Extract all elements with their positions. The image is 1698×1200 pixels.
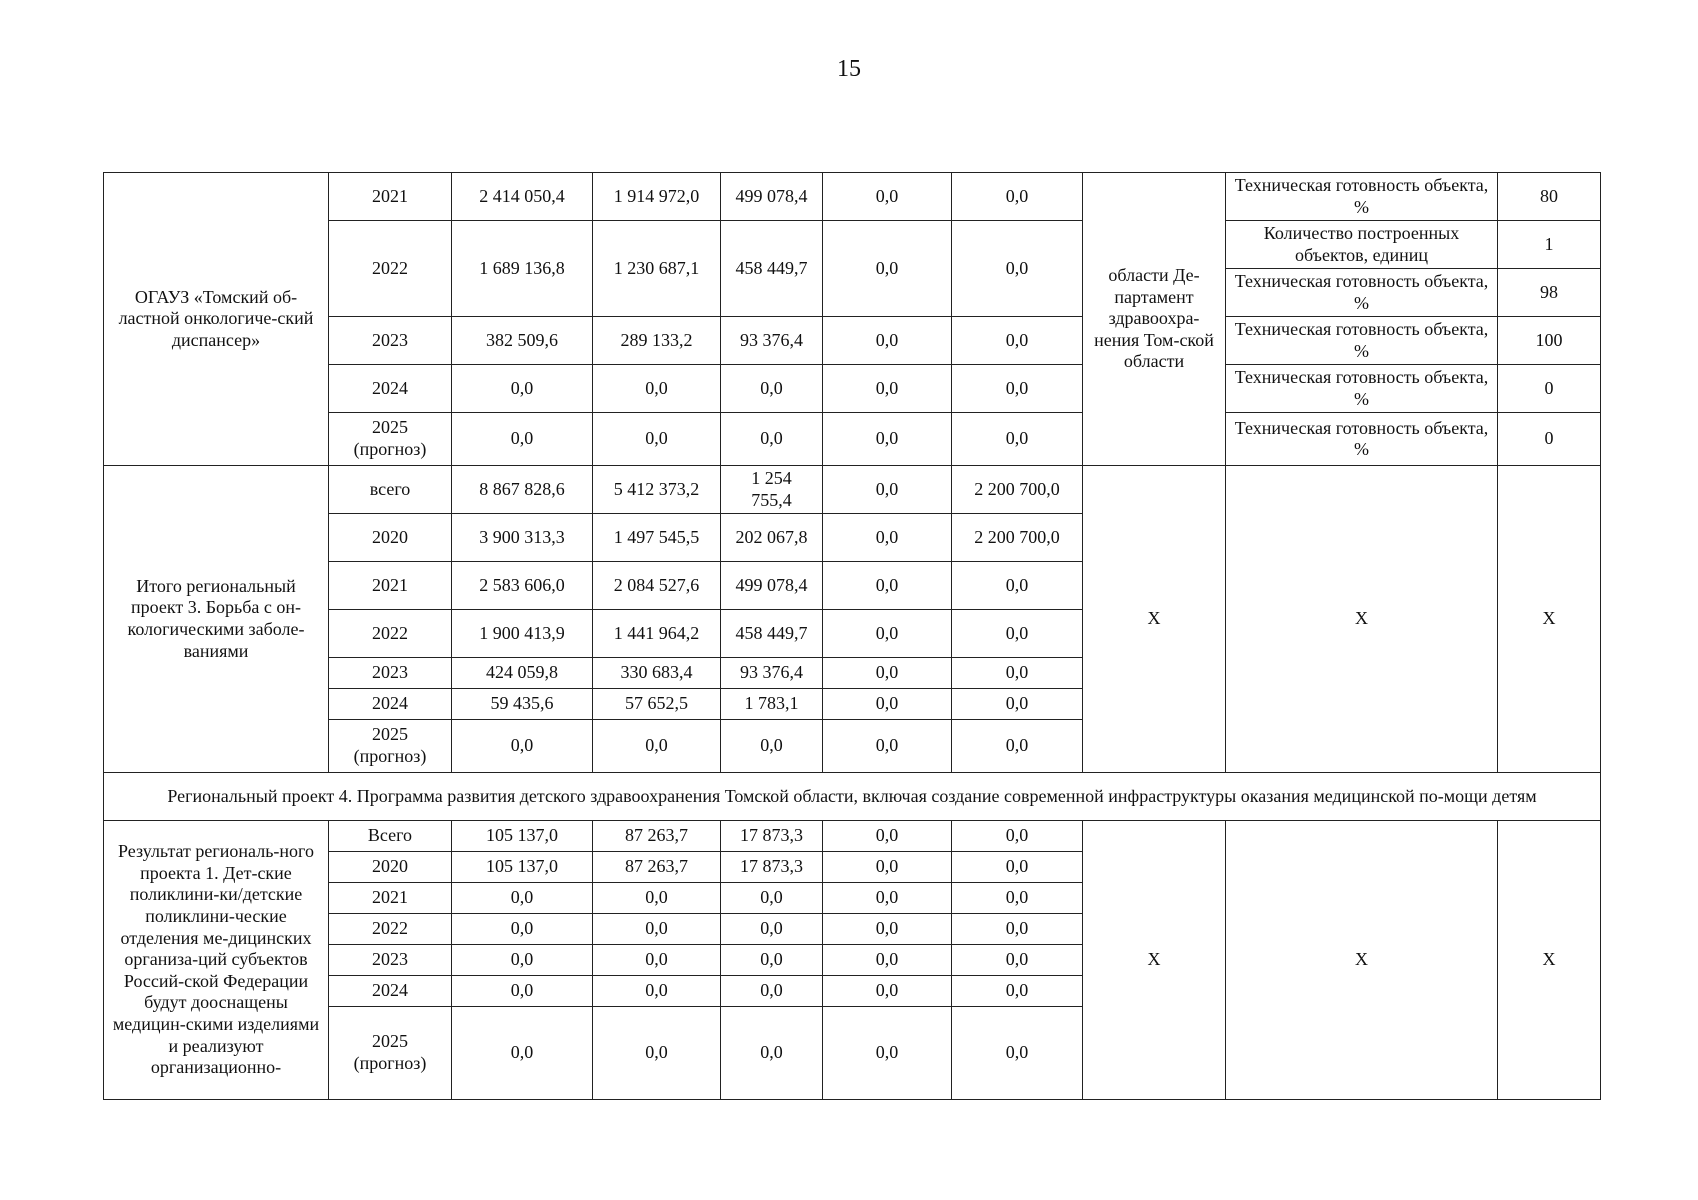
extra-budget-cell: 0,0 xyxy=(952,610,1083,658)
year-cell: 2022 xyxy=(329,610,452,658)
extra-budget-cell: 2 200 700,0 xyxy=(952,514,1083,562)
total-cell: 0,0 xyxy=(452,976,593,1007)
indicator-value: 1 xyxy=(1498,221,1601,269)
regional-cell: 458 449,7 xyxy=(721,221,823,317)
local-cell: 0,0 xyxy=(823,173,952,221)
total-cell: 2 414 050,4 xyxy=(452,173,593,221)
local-cell: 0,0 xyxy=(823,720,952,773)
federal-cell: 0,0 xyxy=(593,1007,721,1100)
local-cell: 0,0 xyxy=(823,562,952,610)
local-cell: 0,0 xyxy=(823,466,952,514)
indicator-value: X xyxy=(1498,466,1601,773)
year-cell: 2020 xyxy=(329,852,452,883)
regional-cell: 0,0 xyxy=(721,914,823,945)
indicator-value: 0 xyxy=(1498,413,1601,466)
extra-budget-cell: 0,0 xyxy=(952,221,1083,317)
local-cell: 0,0 xyxy=(823,365,952,413)
total-cell: 8 867 828,6 xyxy=(452,466,593,514)
year-cell: 2023 xyxy=(329,945,452,976)
extra-budget-cell: 2 200 700,0 xyxy=(952,466,1083,514)
local-cell: 0,0 xyxy=(823,413,952,466)
local-cell: 0,0 xyxy=(823,976,952,1007)
regional-cell: 1 783,1 xyxy=(721,689,823,720)
year-cell: 2023 xyxy=(329,658,452,689)
total-cell: 0,0 xyxy=(452,945,593,976)
federal-cell: 1 441 964,2 xyxy=(593,610,721,658)
section-title: Региональный проект 4. Программа развития детского здравоохранения Томской области, включая создание современной инфраструктуры оказания медицинской по-мощи детям xyxy=(104,773,1601,821)
total-cell: 424 059,8 xyxy=(452,658,593,689)
regional-cell: 17 873,3 xyxy=(721,821,823,852)
federal-cell: 1 497 545,5 xyxy=(593,514,721,562)
year-cell: всего xyxy=(329,466,452,514)
federal-cell: 87 263,7 xyxy=(593,852,721,883)
indicator-value: 100 xyxy=(1498,317,1601,365)
indicator-name: Техническая готовность объекта, % xyxy=(1226,317,1498,365)
local-cell: 0,0 xyxy=(823,689,952,720)
total-cell: 0,0 xyxy=(452,720,593,773)
year-cell: 2021 xyxy=(329,173,452,221)
regional-cell: 499 078,4 xyxy=(721,562,823,610)
local-cell: 0,0 xyxy=(823,317,952,365)
year-cell: 2025 (прогноз) xyxy=(329,413,452,466)
regional-cell: 1 254 755,4 xyxy=(721,466,823,514)
regional-cell: 0,0 xyxy=(721,720,823,773)
extra-budget-cell: 0,0 xyxy=(952,562,1083,610)
local-cell: 0,0 xyxy=(823,914,952,945)
regional-cell: 0,0 xyxy=(721,976,823,1007)
federal-cell: 0,0 xyxy=(593,413,721,466)
indicator-name: X xyxy=(1226,466,1498,773)
extra-budget-cell: 0,0 xyxy=(952,976,1083,1007)
row-group-name: Результат региональ-ного проекта 1. Дет-ские поликлини-ки/детские поликлини-ческие отделения ме-дицинских организа-ций субъектов Россий-ской Федерации будут дооснащены медицин-скими изделиями и реализуют организационно- xyxy=(104,821,329,1100)
total-cell: 1 900 413,9 xyxy=(452,610,593,658)
federal-cell: 0,0 xyxy=(593,945,721,976)
federal-cell: 1 914 972,0 xyxy=(593,173,721,221)
year-cell: 2021 xyxy=(329,883,452,914)
table-row xyxy=(104,317,1601,365)
total-cell: 105 137,0 xyxy=(452,852,593,883)
row-group-name: ОГАУЗ «Томский об-ластной онкологиче-ский диспансер» xyxy=(104,173,329,466)
executor-cell: X xyxy=(1083,821,1226,1100)
year-cell: 2020 xyxy=(329,514,452,562)
year-cell: 2025 (прогноз) xyxy=(329,720,452,773)
local-cell: 0,0 xyxy=(823,821,952,852)
local-cell: 0,0 xyxy=(823,514,952,562)
federal-cell: 330 683,4 xyxy=(593,658,721,689)
total-cell: 59 435,6 xyxy=(452,689,593,720)
year-cell: 2024 xyxy=(329,976,452,1007)
extra-budget-cell: 0,0 xyxy=(952,883,1083,914)
year-cell: 2025 (прогноз) xyxy=(329,1007,452,1100)
federal-cell: 57 652,5 xyxy=(593,689,721,720)
total-cell: 382 509,6 xyxy=(452,317,593,365)
regional-cell: 458 449,7 xyxy=(721,610,823,658)
indicator-name: X xyxy=(1226,821,1498,1100)
total-cell: 3 900 313,3 xyxy=(452,514,593,562)
extra-budget-cell: 0,0 xyxy=(952,720,1083,773)
indicator-name: Количество построенных объектов, единиц xyxy=(1226,221,1498,269)
regional-cell: 0,0 xyxy=(721,413,823,466)
extra-budget-cell: 0,0 xyxy=(952,914,1083,945)
local-cell: 0,0 xyxy=(823,658,952,689)
extra-budget-cell: 0,0 xyxy=(952,852,1083,883)
table-row xyxy=(104,173,1601,221)
table-row xyxy=(104,413,1601,466)
extra-budget-cell: 0,0 xyxy=(952,173,1083,221)
federal-cell: 0,0 xyxy=(593,883,721,914)
indicator-name: Техническая готовность объекта, % xyxy=(1226,365,1498,413)
regional-cell: 202 067,8 xyxy=(721,514,823,562)
federal-cell: 87 263,7 xyxy=(593,821,721,852)
regional-cell: 0,0 xyxy=(721,365,823,413)
federal-cell: 5 412 373,2 xyxy=(593,466,721,514)
indicator-value: X xyxy=(1498,821,1601,1100)
indicator-value: 0 xyxy=(1498,365,1601,413)
total-cell: 0,0 xyxy=(452,883,593,914)
indicator-name: Техническая готовность объекта, % xyxy=(1226,269,1498,317)
regional-cell: 93 376,4 xyxy=(721,317,823,365)
federal-cell: 0,0 xyxy=(593,720,721,773)
extra-budget-cell: 0,0 xyxy=(952,413,1083,466)
local-cell: 0,0 xyxy=(823,221,952,317)
budget-table xyxy=(103,172,1601,1100)
table-row xyxy=(104,821,1601,852)
extra-budget-cell: 0,0 xyxy=(952,821,1083,852)
extra-budget-cell: 0,0 xyxy=(952,317,1083,365)
total-cell: 1 689 136,8 xyxy=(452,221,593,317)
indicator-value: 80 xyxy=(1498,173,1601,221)
year-cell: 2023 xyxy=(329,317,452,365)
extra-budget-cell: 0,0 xyxy=(952,689,1083,720)
year-cell: 2022 xyxy=(329,914,452,945)
federal-cell: 289 133,2 xyxy=(593,317,721,365)
total-cell: 2 583 606,0 xyxy=(452,562,593,610)
total-cell: 0,0 xyxy=(452,914,593,945)
page-number: 15 xyxy=(837,56,861,82)
regional-cell: 17 873,3 xyxy=(721,852,823,883)
local-cell: 0,0 xyxy=(823,883,952,914)
year-cell: 2021 xyxy=(329,562,452,610)
extra-budget-cell: 0,0 xyxy=(952,1007,1083,1100)
year-cell: 2022 xyxy=(329,221,452,317)
federal-cell: 2 084 527,6 xyxy=(593,562,721,610)
federal-cell: 0,0 xyxy=(593,914,721,945)
indicator-name: Техническая готовность объекта, % xyxy=(1226,173,1498,221)
row-group-name: Итого региональный проект 3. Борьба с он-кологическими заболе-ваниями xyxy=(104,466,329,773)
indicator-name: Техническая готовность объекта, % xyxy=(1226,413,1498,466)
local-cell: 0,0 xyxy=(823,852,952,883)
regional-cell: 0,0 xyxy=(721,883,823,914)
table-row xyxy=(104,365,1601,413)
total-cell: 0,0 xyxy=(452,365,593,413)
extra-budget-cell: 0,0 xyxy=(952,945,1083,976)
table-row xyxy=(104,221,1601,269)
federal-cell: 0,0 xyxy=(593,365,721,413)
local-cell: 0,0 xyxy=(823,945,952,976)
regional-cell: 0,0 xyxy=(721,1007,823,1100)
total-cell: 0,0 xyxy=(452,413,593,466)
extra-budget-cell: 0,0 xyxy=(952,658,1083,689)
year-cell: Всего xyxy=(329,821,452,852)
total-cell: 0,0 xyxy=(452,1007,593,1100)
federal-cell: 1 230 687,1 xyxy=(593,221,721,317)
local-cell: 0,0 xyxy=(823,1007,952,1100)
year-cell: 2024 xyxy=(329,365,452,413)
table-row xyxy=(104,466,1601,514)
executor-cell: области Де-партамент здравоохра-нения Том-ской области xyxy=(1083,173,1226,466)
section-header-row xyxy=(104,773,1601,821)
local-cell: 0,0 xyxy=(823,610,952,658)
indicator-value: 98 xyxy=(1498,269,1601,317)
regional-cell: 499 078,4 xyxy=(721,173,823,221)
regional-cell: 0,0 xyxy=(721,945,823,976)
executor-cell: X xyxy=(1083,466,1226,773)
federal-cell: 0,0 xyxy=(593,976,721,1007)
year-cell: 2024 xyxy=(329,689,452,720)
regional-cell: 93 376,4 xyxy=(721,658,823,689)
extra-budget-cell: 0,0 xyxy=(952,365,1083,413)
total-cell: 105 137,0 xyxy=(452,821,593,852)
